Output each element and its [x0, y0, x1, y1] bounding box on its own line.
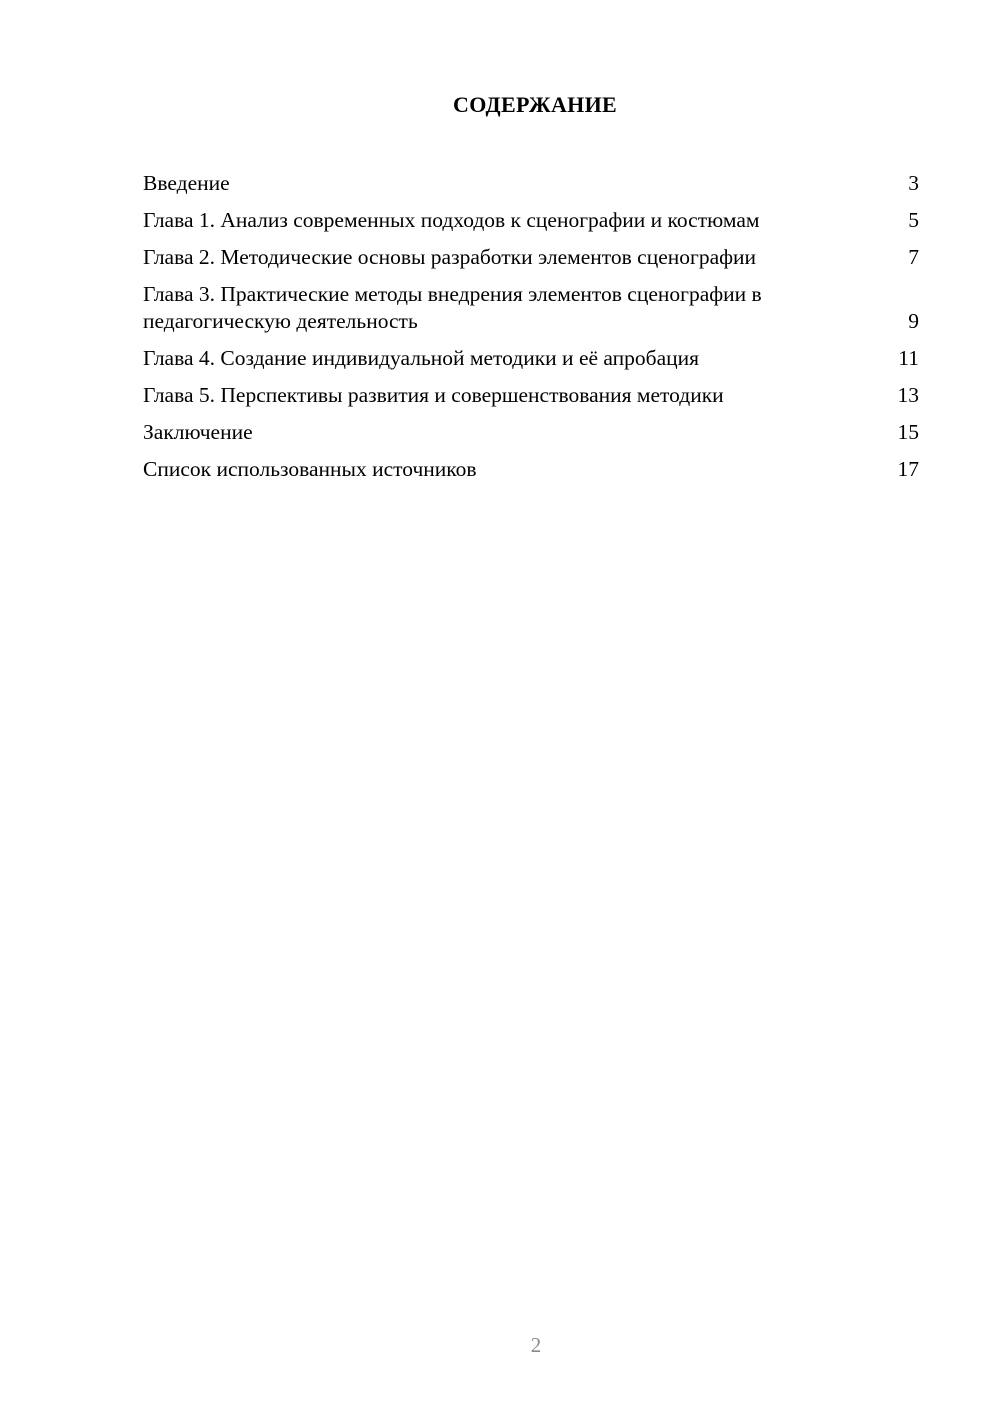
toc-item — [143, 456, 919, 483]
toc-item — [143, 244, 919, 271]
toc-item — [143, 345, 919, 372]
toc-item-page: 11 — [898, 346, 919, 370]
toc-list — [143, 170, 919, 493]
toc-item-text: Глава 5. Перспективы развития и совершенствования методики — [143, 383, 724, 407]
toc-item-text: Введение — [143, 171, 230, 195]
toc-item-text: Глава 2. Методические основы разработки элементов сценографии — [143, 245, 757, 269]
toc-item-page: 3 — [908, 171, 919, 195]
toc-item — [143, 281, 919, 335]
toc-item-text: Список использованных источников — [143, 457, 477, 481]
toc-item-text: Глава 1. Анализ современных подходов к сценографии и костюмам — [143, 208, 760, 232]
toc-item — [143, 207, 919, 234]
toc-item-page: 13 — [897, 383, 919, 407]
toc-item-text: Глава 4. Создание индивидуальной методики и её апробация — [143, 346, 700, 370]
toc-item-page: 7 — [908, 245, 919, 269]
toc-item — [143, 382, 919, 409]
toc-item-page: 17 — [897, 457, 919, 481]
toc-item-text: Заключение — [143, 420, 253, 444]
toc-item-page: 15 — [897, 420, 919, 444]
toc-item-page: 5 — [908, 208, 919, 232]
toc-title: СОДЕРЖАНИЕ — [453, 92, 617, 117]
toc-item — [143, 419, 919, 446]
toc-item-text: Глава 3. Практические методы внедрения элементов сценографии в педагогическую деятельность — [143, 282, 762, 333]
page-number: 2 — [530, 1333, 542, 1357]
toc-item-page: 9 — [908, 309, 919, 333]
toc-item — [143, 170, 919, 197]
